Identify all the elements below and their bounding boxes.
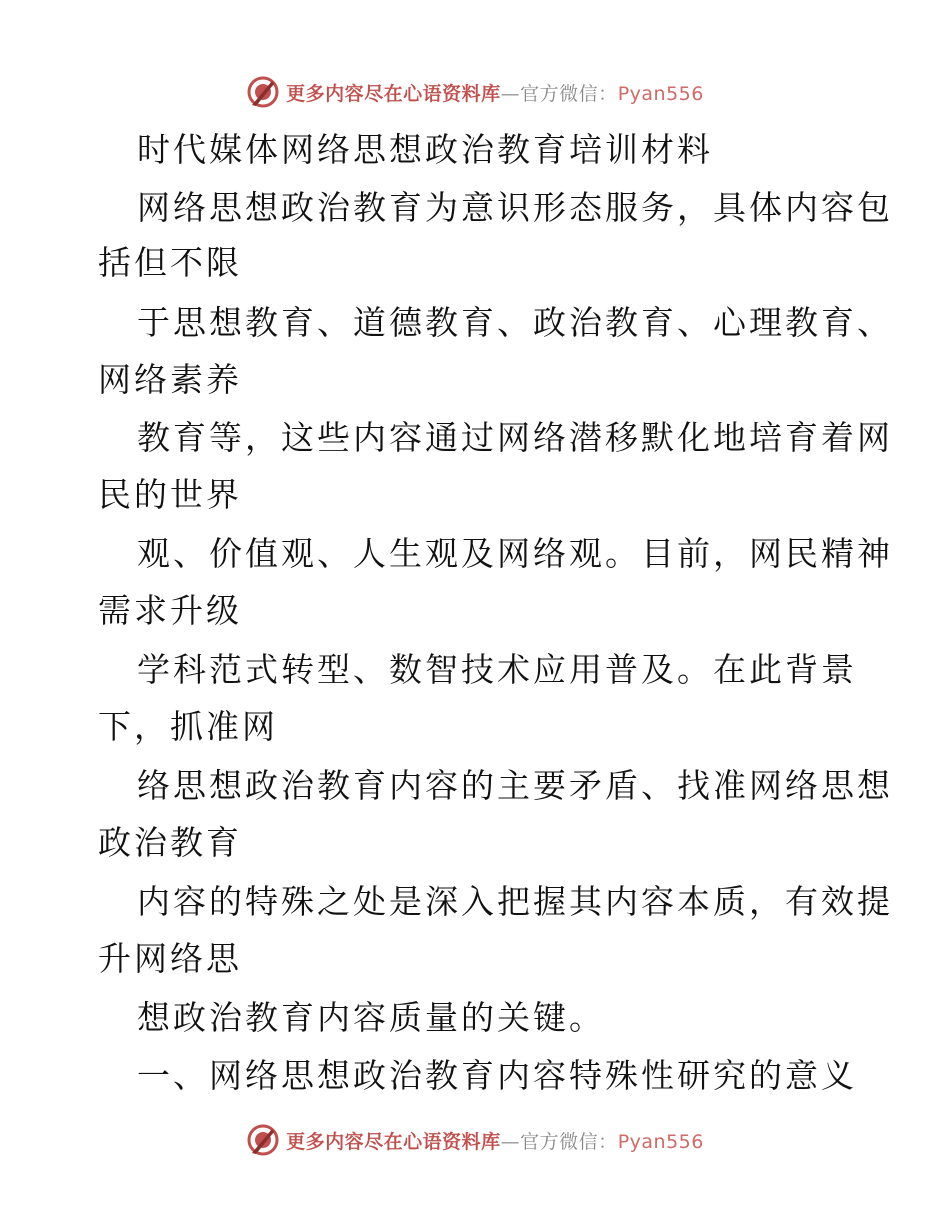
watermark-separator: —: [500, 1130, 521, 1153]
text-line: 升网络思: [98, 939, 242, 978]
watermark-label: 官方微信：: [520, 82, 618, 105]
text-line: 政治教育: [98, 823, 242, 862]
text-line: 络思想政治教育内容的主要矛盾、找准网络思想: [137, 766, 893, 805]
text-line: 想政治教育内容质量的关键。: [137, 998, 605, 1037]
section-heading: 一、网络思想政治教育内容特殊性研究的意义: [137, 1056, 857, 1095]
watermark-main-text: 更多内容尽在心语资料库: [286, 1130, 501, 1153]
text-line: 括但不限: [98, 243, 242, 282]
document-title: 时代媒体网络思想政治教育培训材料: [137, 130, 713, 169]
watermark-separator: —: [500, 82, 521, 105]
text-line: 下，抓准网: [98, 707, 278, 746]
text-line: 网络思想政治教育为意识形态服务，具体内容包: [137, 188, 893, 227]
text-line: 内容的特殊之处是深入把握其内容本质，有效提: [137, 882, 893, 921]
text-line: 于思想教育、道德教育、政治教育、心理教育、: [137, 303, 893, 342]
text-line: 民的世界: [98, 475, 242, 514]
watermark-id: Pyan556: [617, 1130, 704, 1153]
text-line: 教育等，这些内容通过网络潜移默化地培育着网: [137, 418, 893, 457]
watermark-id: Pyan556: [617, 82, 704, 105]
text-line: 网络素养: [98, 360, 242, 399]
text-line: 需求升级: [98, 591, 242, 630]
text-line: 学科范式转型、数智技术应用普及。在此背景: [137, 650, 857, 689]
watermark-label: 官方微信：: [520, 1130, 618, 1153]
footer-watermark: [0, 1120, 950, 1160]
quill-seal-icon: [246, 1123, 280, 1157]
text-line: 观、价值观、人生观及网络观。目前，网民精神: [137, 534, 893, 573]
quill-seal-icon: [246, 75, 280, 109]
watermark-main-text: 更多内容尽在心语资料库: [286, 82, 501, 105]
header-watermark: [0, 72, 950, 112]
